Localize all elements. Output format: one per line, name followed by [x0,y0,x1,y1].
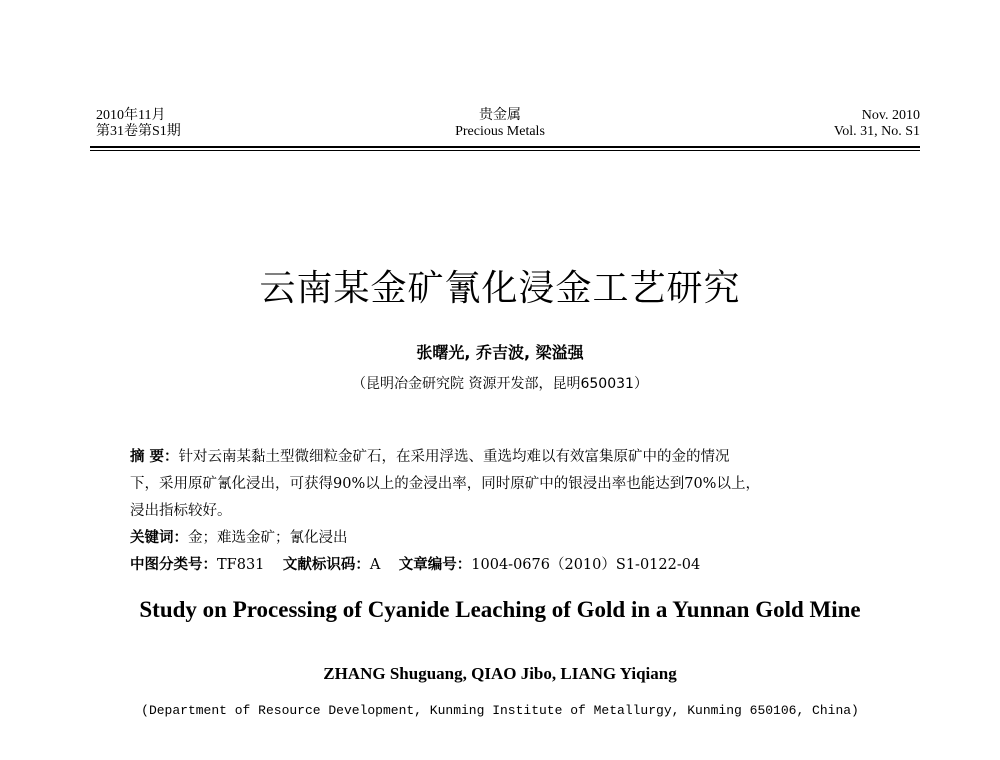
journal-name-en: Precious Metals [455,124,545,139]
header-center [400,108,600,140]
authors-zh: 张曙光, 乔吉波, 梁溢强 [416,343,584,362]
header-right [834,108,920,140]
doc-code-label: 文献标识码： [282,557,370,573]
affiliation-en: (Department of Resource Development, Kunming Institute of Metallurgy, Kunming 650106, China) [141,703,859,718]
keywords-label: 关键词： [130,530,188,546]
affiliation-zh: （昆明冶金研究院 资源开发部，昆明650031） [352,376,648,392]
clc-value: TF831 [217,557,265,573]
keywords-text: 金；难选金矿；氰化浸出 [188,530,348,546]
article-no-value: 1004-0676（2010）S1-0122-04 [471,557,701,573]
clc-label: 中图分类号： [130,557,217,573]
abstract-line-2: 下，采用原矿氰化浸出，可获得90%以上的金浸出率，同时原矿中的银浸出率也能达到70%以上， [130,476,760,492]
abstract-line-3: 浸出指标较好。 [130,503,232,519]
volume-issue-zh: 第31卷第S1期 [96,124,181,139]
doc-code-value: A [369,557,381,573]
header-left [96,108,181,140]
article-no-label: 文章编号： [398,557,472,573]
abstract-block [130,444,890,579]
issue-date-zh: 2010年11月 [96,108,166,123]
authors-en: ZHANG Shuguang, QIAO Jibo, LIANG Yiqiang [323,664,677,683]
journal-name-zh: 贵金属 [479,108,521,123]
classification-line [130,552,890,579]
issue-date-en: Nov. 2010 [861,108,920,123]
abstract-line-1 [130,444,890,471]
volume-issue-en: Vol. 31, No. S1 [833,124,920,139]
title-zh: 云南某金矿氰化浸金工艺研究 [259,268,741,309]
keywords-line [130,525,890,552]
abstract-text-1: 针对云南某黏土型微细粒金矿石，在采用浮选、重选均难以有效富集原矿中的金的情况 [178,449,730,465]
title-en: Study on Processing of Cyanide Leaching of Gold in a Yunnan Gold Mine [139,597,861,622]
header-rule-thick [90,146,920,148]
header-rule-thin [90,150,920,151]
abstract-label: 摘 要： [130,449,179,465]
